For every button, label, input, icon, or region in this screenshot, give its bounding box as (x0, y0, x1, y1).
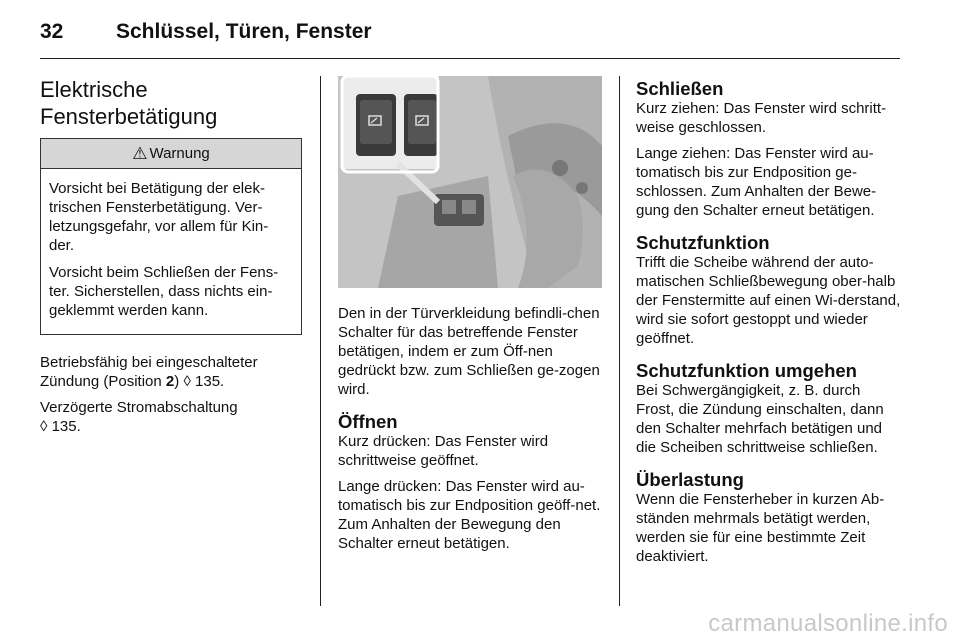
bypass-paragraph: Bei Schwergängigkeit, z. B. durch Frost, die Zündung einschalten, dann den Schalter mehrfach betätigen und die Scheiben schrittweise schließen. (636, 382, 884, 456)
open-paragraph-2: Lange drücken: Das Fenster wird au-tomatisch bis zur Endposition geöff-net. Zum Anhalten der Bewegung den Schalter erneut betätigen. (338, 478, 601, 552)
warning-paragraph-1: Vorsicht bei Betätigung der elek-trischen Fensterbetätigung. Ver-letzungsgefahr, vor allem für Kin-der. (49, 180, 269, 254)
close-paragraph-2: Lange ziehen: Das Fenster wird au-tomatisch bis zur Endposition ge-schlossen. Zum Anhalten der Bewe-gung den Schalter erneut betätigen. (636, 145, 877, 219)
warning-paragraph-2: Vorsicht beim Schließen der Fens-ter. Sicherstellen, dass nichts ein-geklemmt werden kann. (49, 264, 279, 319)
window-switch-illustration (338, 76, 602, 288)
open-paragraph-1: Kurz drücken: Das Fenster wird schrittweise geöffnet. (338, 433, 549, 469)
column-left (40, 76, 302, 443)
close-heading: Schließen (636, 78, 724, 99)
column-divider-2 (619, 76, 620, 606)
close-paragraph-1: Kurz ziehen: Das Fenster wird schritt-weise geschlossen. (636, 100, 887, 136)
delayed-power-text: Verzögerte Stromabschaltung (40, 399, 238, 416)
warning-header (41, 139, 301, 169)
operation-text-end: ) (174, 373, 184, 390)
warning-body (41, 169, 301, 334)
header-divider (40, 58, 900, 59)
column-middle (338, 76, 602, 560)
section-title (40, 76, 302, 130)
page-ref-icon: ◊ (40, 418, 48, 435)
operation-paragraph (40, 353, 302, 391)
warning-label: Warnung (149, 145, 210, 162)
protection-heading: Schutzfunktion (636, 232, 770, 253)
window-switch-figure (338, 76, 602, 288)
warning-box (40, 138, 302, 335)
chapter-title: Schlüssel, Türen, Fenster (116, 20, 372, 43)
warning-triangle-icon: ⚠ (132, 143, 148, 163)
bypass-heading: Schutzfunktion umgehen (636, 360, 857, 381)
delayed-power-paragraph (40, 398, 302, 436)
overload-heading: Überlastung (636, 469, 744, 490)
page-ref-link[interactable]: 135. (195, 373, 225, 390)
watermark: carmanualsonline.info (708, 610, 948, 637)
position-number: 2 (165, 373, 175, 390)
operation-text: Betriebsfähig bei eingeschalteter Zündung (Position (40, 354, 258, 390)
overload-paragraph: Wenn die Fensterheber in kurzen Ab-ständen mehrmals betätigt werden, werden sie für eine bestimmte Zeit deaktiviert. (636, 491, 885, 565)
protection-paragraph: Trifft die Scheibe während der auto-matischen Schließbewegung ober-halb der Fenstermitte auf einen Wi-derstand, wird sie sofort gestoppt und wieder geöffnet. (636, 254, 901, 347)
intro-paragraph: Den in der Türverkleidung befindli-chen Schalter für das betreffende Fenster betätigen, indem er zum Öff-nen gedrückt bzw. zum Schließen ge-zogen wird. (338, 305, 600, 398)
page-header (40, 20, 900, 50)
column-right (636, 76, 902, 573)
open-heading: Öffnen (338, 411, 398, 432)
section-title-line1: Elektrische (40, 77, 148, 102)
page-number: 32 (40, 20, 64, 43)
column-divider-1 (320, 76, 321, 606)
section-title-line2: Fensterbetätigung (40, 104, 218, 129)
page-ref-link[interactable]: 135. (51, 418, 81, 435)
page-ref-icon: ◊ (183, 373, 191, 390)
